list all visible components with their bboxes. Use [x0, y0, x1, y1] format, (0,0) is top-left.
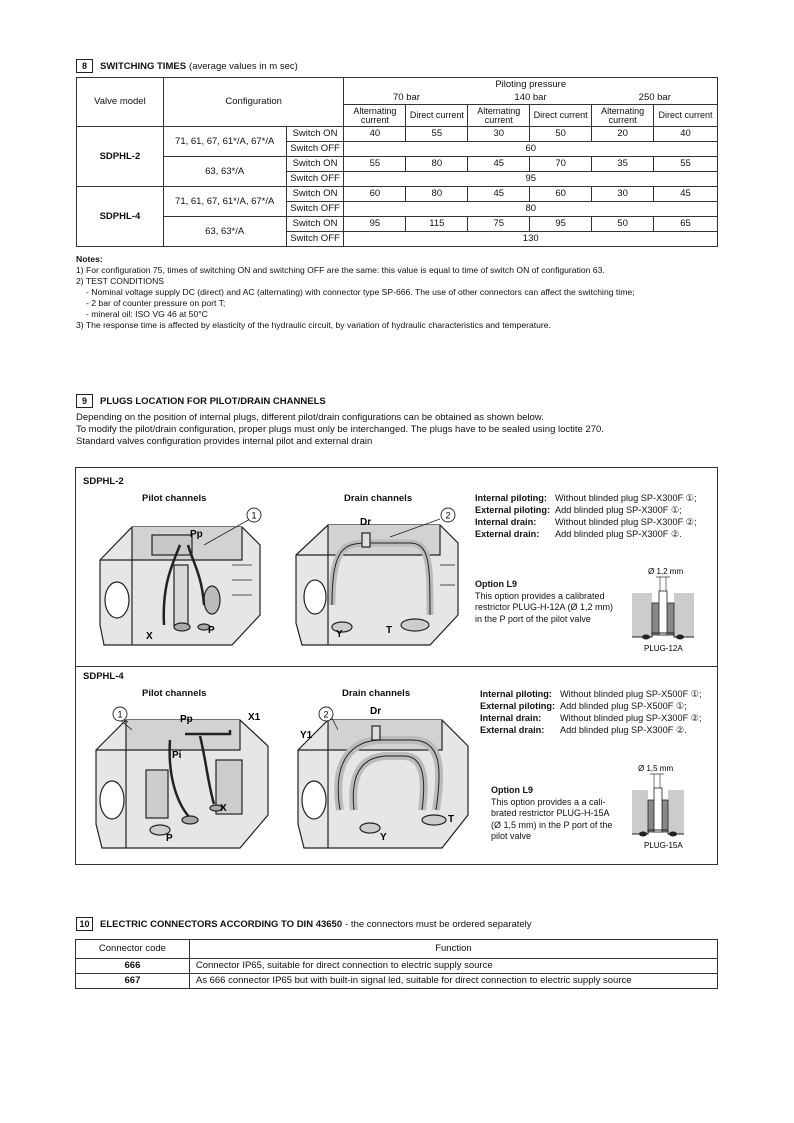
- plug-row: Internal drain: Without blinded plug SP-X300F ②;: [480, 713, 702, 723]
- port-p: P: [208, 625, 215, 636]
- pressure-140: 140 bar: [514, 92, 547, 103]
- plug-dia-label: Ø 1,2 mm: [648, 567, 684, 576]
- header-function: Function: [189, 940, 717, 959]
- plug-name: PLUG-15A: [644, 841, 683, 850]
- section-9-header: [76, 394, 326, 408]
- config-cell: 71, 61, 67, 61*/A, 67*/A: [163, 187, 286, 217]
- value-cell: 50: [592, 217, 654, 232]
- valve-model-cell: SDPHL-4: [77, 187, 164, 247]
- connector-code-cell: 667: [76, 974, 190, 989]
- value-cell: 55: [344, 157, 406, 172]
- connector-function-cell: Connector IP65, suitable for direct connection to electric supply source: [189, 959, 717, 974]
- switch-cell: Switch ON: [286, 157, 344, 172]
- callout-1: 1: [117, 709, 123, 720]
- port-dr: Dr: [360, 517, 372, 528]
- port-t: T: [386, 625, 393, 636]
- section-title: SWITCHING TIMES: [100, 60, 187, 72]
- pressure-70: 70 bar: [393, 92, 420, 103]
- sdphl4-plug-list: [480, 688, 702, 736]
- port-y1: Y1: [300, 730, 313, 741]
- option-title: Option L9: [475, 579, 517, 589]
- connector-function-cell: As 666 connector IP65 but with built-in signal led, suitable for direct connection to electric supply source: [189, 974, 717, 989]
- plug-row: Internal drain: Without blinded plug SP-X300F ②;: [475, 517, 697, 527]
- header-piloting-pressure: [344, 78, 718, 105]
- header-direct: Direct current: [654, 105, 718, 127]
- option-line: restrictor PLUG-H-12A (Ø 1,2 mm): [475, 602, 614, 612]
- header-direct: Direct current: [530, 105, 592, 127]
- switch-cell: Switch ON: [286, 187, 344, 202]
- section-8-header: [76, 59, 298, 73]
- valve-model-cell: SDPHL-2: [77, 127, 164, 187]
- plug-dia-label: Ø 1,5 mm: [638, 764, 674, 773]
- value-cell: 95: [344, 217, 406, 232]
- port-x: X: [220, 803, 227, 814]
- plug-row: External drain: Add blinded plug SP-X300F ②.: [475, 529, 682, 539]
- value-cell: 95: [530, 217, 592, 232]
- section-subtitle: (average values in m sec): [189, 60, 298, 72]
- plug-12a-illustration: [630, 565, 696, 655]
- drain-channels-label: Drain channels: [342, 688, 411, 699]
- value-cell: 70: [530, 157, 592, 172]
- value-cell: 65: [654, 217, 718, 232]
- notes-block: [76, 254, 726, 331]
- config-cell: 63, 63*/A: [163, 157, 286, 187]
- value-cell: 45: [468, 157, 530, 172]
- header-valve-model: Valve model: [77, 78, 164, 127]
- value-cell: 60: [344, 187, 406, 202]
- option-line: This option provides a a cali-: [491, 796, 606, 807]
- option-line: pilot valve: [491, 831, 532, 841]
- note-line: - mineral oil: ISO VG 46 at 50°C: [86, 309, 208, 319]
- section-title: PLUGS LOCATION FOR PILOT/DRAIN CHANNELS: [100, 395, 326, 407]
- value-cell: 55: [406, 127, 468, 142]
- switching-times-table: [76, 77, 718, 247]
- note-line: 1) For configuration 75, times of switching ON and switching OFF are the same: this value is equal to time of switch ON of configuration 63.: [76, 265, 605, 275]
- option-line: in the P port of the pilot valve: [475, 613, 591, 624]
- sdphl2-label: SDPHL-2: [83, 476, 124, 487]
- value-cell: 45: [468, 187, 530, 202]
- value-cell: 45: [654, 187, 718, 202]
- section-number: 9: [76, 394, 93, 408]
- port-x: X: [146, 631, 153, 642]
- merged-value-cell: 130: [344, 232, 718, 247]
- port-t: T: [448, 814, 455, 825]
- piloting-pressure-label: Piloting pressure: [495, 79, 567, 90]
- value-cell: 115: [406, 217, 468, 232]
- config-cell: 71, 61, 67, 61*/A, 67*/A: [163, 127, 286, 157]
- value-cell: 40: [344, 127, 406, 142]
- note-line: - Nominal voltage supply DC (direct) and AC (alternating) with connector type SP-666. The use of other connectors can affect the switching time;: [86, 287, 635, 297]
- intro-line: To modify the pilot/drain configuration, proper plugs must only be interchanged. The plugs have to be sealed using loctite 270.: [76, 424, 604, 435]
- header-direct: Direct current: [406, 105, 468, 127]
- callout-2: 2: [323, 709, 329, 720]
- drain-channels-label: Drain channels: [344, 493, 413, 504]
- sdphl4-drain-illustration: [292, 700, 472, 855]
- switch-cell: Switch OFF: [286, 142, 344, 157]
- value-cell: 35: [592, 157, 654, 172]
- option-line: brated restrictor PLUG-H-15A: [491, 808, 610, 818]
- port-pp: Pp: [180, 714, 193, 725]
- section-9-intro: [76, 412, 726, 448]
- notes-title: Notes:: [76, 254, 103, 264]
- connectors-table: [75, 939, 718, 989]
- switch-cell: Switch ON: [286, 127, 344, 142]
- switch-cell: Switch OFF: [286, 202, 344, 217]
- plug-row: External piloting: Add blinded plug SP-X300F ①;: [475, 505, 682, 515]
- note-line: 2) TEST CONDITIONS: [76, 276, 165, 286]
- section-title: ELECTRIC CONNECTORS ACCORDING TO DIN 43650: [100, 918, 343, 930]
- pilot-channels-label: Pilot channels: [142, 688, 207, 699]
- value-cell: 40: [654, 127, 718, 142]
- option-line: This option provides a calibrated: [475, 590, 605, 601]
- pressure-250: 250 bar: [638, 92, 671, 103]
- value-cell: 30: [592, 187, 654, 202]
- plug-15a-illustration: [632, 762, 698, 852]
- connector-code-cell: 666: [76, 959, 190, 974]
- section-10-header: [76, 917, 532, 931]
- plug-row: Internal piloting: Without blinded plug SP-X500F ①;: [480, 689, 702, 699]
- value-cell: 60: [530, 187, 592, 202]
- port-p: P: [166, 833, 173, 844]
- option-title: Option L9: [491, 785, 533, 795]
- value-cell: 20: [592, 127, 654, 142]
- callout-2: 2: [445, 510, 451, 521]
- note-line: - 2 bar of counter pressure on port T;: [86, 298, 226, 308]
- intro-line: Standard valves configuration provides internal pilot and external drain: [76, 436, 373, 447]
- merged-value-cell: 60: [344, 142, 718, 157]
- port-pi: Pi: [172, 750, 182, 761]
- header-alternating: Alternating current: [468, 105, 530, 127]
- header-connector-code: Connector code: [76, 940, 190, 959]
- callout-1: 1: [251, 510, 257, 521]
- port-y: Y: [380, 832, 387, 843]
- section-number: 10: [76, 917, 93, 931]
- switch-cell: Switch ON: [286, 217, 344, 232]
- sdphl2-option-l9: [475, 579, 613, 625]
- note-line: 3) The response time is affected by elasticity of the hydraulic circuit, by variation of hydraulic characteristics and temperature.: [76, 320, 551, 330]
- value-cell: 80: [406, 157, 468, 172]
- value-cell: 75: [468, 217, 530, 232]
- merged-value-cell: 80: [344, 202, 718, 217]
- header-alternating: Alternating current: [344, 105, 406, 127]
- port-x1: X1: [248, 712, 261, 723]
- port-pp: Pp: [190, 529, 203, 540]
- merged-value-cell: 95: [344, 172, 718, 187]
- pilot-channels-label: Pilot channels: [142, 493, 207, 504]
- sdphl4-pilot-illustration: [90, 700, 275, 855]
- switch-cell: Switch OFF: [286, 172, 344, 187]
- sdphl4-option-l9: [491, 785, 612, 843]
- sdphl2-pilot-illustration: [92, 505, 267, 655]
- config-cell: 63, 63*/A: [163, 217, 286, 247]
- sdphl2-plug-list: [475, 492, 697, 540]
- plug-row: External piloting: Add blinded plug SP-X500F ①;: [480, 701, 687, 711]
- value-cell: 30: [468, 127, 530, 142]
- value-cell: 80: [406, 187, 468, 202]
- plug-row: External drain: Add blinded plug SP-X300F ②.: [480, 725, 687, 735]
- option-line: (Ø 1,5 mm) in the P port of the: [491, 819, 613, 830]
- value-cell: 50: [530, 127, 592, 142]
- port-dr: Dr: [370, 706, 382, 717]
- port-y: Y: [336, 629, 343, 640]
- sdphl2-drain-illustration: [290, 505, 465, 655]
- plug-row: Internal piloting: Without blinded plug SP-X300F ①;: [475, 493, 697, 503]
- value-cell: 55: [654, 157, 718, 172]
- section-number: 8: [76, 59, 93, 73]
- intro-line: Depending on the position of internal plugs, different pilot/drain configurations can be obtained as shown below.: [76, 412, 544, 423]
- box-divider: [75, 666, 718, 667]
- section-subtitle: - the connectors must be ordered separately: [345, 918, 532, 930]
- header-configuration: Configuration: [163, 78, 344, 127]
- switch-cell: Switch OFF: [286, 232, 344, 247]
- sdphl4-label: SDPHL-4: [83, 671, 124, 682]
- header-alternating: Alternating current: [592, 105, 654, 127]
- plug-name: PLUG-12A: [644, 644, 683, 653]
